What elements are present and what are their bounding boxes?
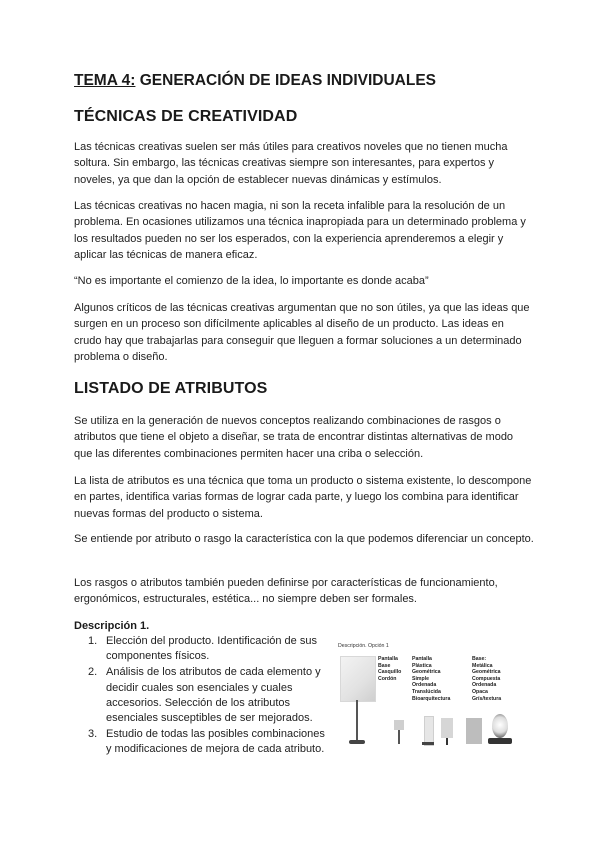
- list-number: 2.: [88, 666, 98, 679]
- lamp-attributes-figure: [336, 642, 516, 750]
- list-text: Elección del producto. Identificación de sus componentes físicos.: [106, 635, 317, 663]
- lamp-shade-image: [340, 656, 376, 702]
- paragraph: Los rasgos o atributos también pueden definirse por características de funcionamiento, ergonómicos, estructurales, estética... no siempre deben ser formales.: [74, 577, 498, 606]
- figure-label: Compuesta: [472, 675, 501, 682]
- lamp-variant-image: [488, 714, 512, 746]
- figure-label: Ordenada: [412, 682, 437, 689]
- figure-column-pantalla: [412, 656, 450, 702]
- paragraph: Las técnicas creativas suelen ser más útiles para creativos noveles que no tienen mucha soltura. Sin embargo, las técnicas creativas siempre son interesantes, para expertos y noveles, ya que dan la opción de establecer nuevas dinámicas y estímulos.: [74, 141, 508, 186]
- paragraph: Se entiende por atributo o rasgo la característica con la que podemos diferenciar un concepto.: [74, 533, 534, 545]
- list-item: [74, 665, 329, 726]
- list-number: 1.: [88, 635, 98, 647]
- lamp-variant-image: [466, 718, 482, 746]
- paragraph: Se utiliza en la generación de nuevos conceptos realizando combinaciones de rasgos o atributos que tiene el objeto a diseñar, se trata de encontrar distintas alternativas de modo que las diferentes combinaciones permiten hacer una criba o selección.: [74, 415, 514, 460]
- lamp-base-image: [349, 740, 365, 744]
- figure-label: Geométrica: [412, 669, 441, 676]
- steps-list: [74, 634, 329, 759]
- section-heading-creatividad: TÉCNICAS DE CREATIVIDAD: [74, 108, 298, 125]
- lamp-stem-image: [356, 700, 358, 742]
- figure-label: Geométrica: [472, 669, 501, 676]
- list-item: [74, 634, 329, 664]
- figure-label: Casquillo: [378, 669, 402, 676]
- paragraph: Algunos críticos de las técnicas creativas argumentan que no son útiles, ya que las ideas que surgen en un proceso son difícilmente aplicables al diseño de un producto. Las ideas en crudo hay que trabajarlas para conseguir que lleguen a formar soluciones a un determinado problema o diseño.: [74, 302, 530, 364]
- figure-title: Descripción. Opción 1: [338, 643, 389, 649]
- figure-label: Pantalla: [412, 656, 432, 662]
- figure-label: Cordón: [378, 675, 397, 682]
- paragraph: Las técnicas creativas no hacen magia, ni son la receta infalible para la resolución de un problema. En ocasiones utilizamos una técnica inapropiada para un determinado problema y los resultados pueden no ser los esperados, con la experiencia aprenderemos a elegir y aplicar las técnicas de manera eficaz.: [74, 200, 526, 262]
- paragraph: La lista de atributos es una técnica que toma un producto o sistema existente, lo descompone en partes, identifica varias formas de lograr cada parte, y luego los combina para identificar nuevas formas del producto o sistema.: [74, 475, 532, 520]
- page-title: [74, 72, 436, 90]
- section-heading-atributos: LISTADO DE ATRIBUTOS: [74, 380, 268, 397]
- figure-label: Base:: [472, 656, 487, 662]
- figure-label: Base: [378, 662, 391, 669]
- subheading-descripcion: Descripción 1.: [74, 620, 150, 632]
- figure-label: Translúcida: [412, 688, 441, 695]
- list-text: Estudio de todas las posibles combinaciones y modificaciones de mejora de cada atributo.: [106, 728, 325, 756]
- quote-paragraph: “No es importante el comienzo de la idea, lo importante es donde acaba”: [74, 275, 429, 287]
- lamp-variant-image: [440, 716, 454, 746]
- lamp-variant-image: [394, 720, 404, 746]
- list-item: [74, 727, 329, 757]
- list-number: 3.: [88, 728, 98, 741]
- figure-column-base: [472, 656, 501, 702]
- lamp-variant-image: [422, 716, 434, 746]
- figure-column-components: [378, 656, 401, 682]
- figure-label: Metálica: [472, 662, 493, 669]
- list-text: Análisis de los atributos de cada elemento y decidir cuales son esenciales y cuales accesorios. Selección de los atributos esenciales susceptibles de ser mejorados.: [106, 666, 321, 725]
- title-text: GENERACIÓN DE IDEAS INDIVIDUALES: [135, 72, 436, 89]
- figure-label: Bioarquitectura: [412, 695, 451, 702]
- figure-label: Grís/textura: [472, 695, 502, 702]
- figure-label: Plástica: [412, 662, 432, 669]
- figure-label: Pantalla: [378, 656, 398, 662]
- figure-label: Opaca: [472, 688, 488, 695]
- figure-label: Simple: [412, 675, 430, 682]
- figure-label: Ordenada: [472, 682, 497, 689]
- title-prefix: TEMA 4:: [74, 72, 136, 89]
